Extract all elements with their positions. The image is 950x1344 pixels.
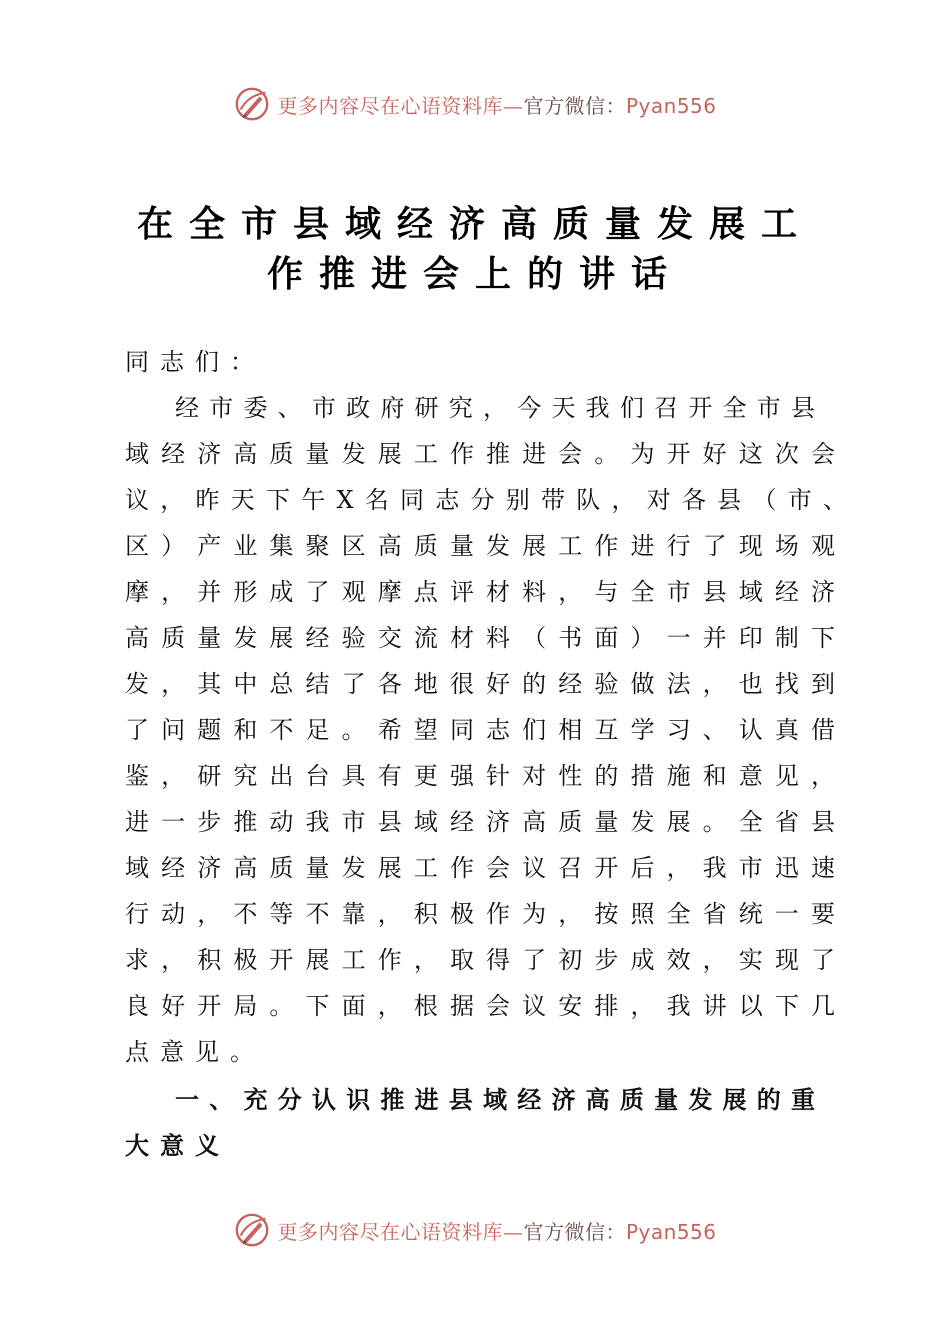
document-title-line-1: 在全市县域经济高质量发展工: [136, 203, 813, 245]
body-line: 域经济高质量发展工作推进会。为开好这次会: [125, 440, 835, 468]
body-line: 点意见。: [125, 1038, 265, 1066]
body-line: 发，其中总结了各地很好的经验做法，也找到: [125, 670, 835, 698]
watermark-main-text: 更多内容尽在心语资料库: [277, 1219, 503, 1244]
watermark-wechat-label: 官方微信：: [523, 93, 626, 118]
watermark-banner-bottom: [0, 1208, 950, 1252]
watermark-banner-top: [0, 82, 950, 126]
body-line: 域经济高质量发展工作会议召开后，我市迅速: [125, 854, 835, 882]
pen-logo-icon: [233, 1211, 271, 1249]
watermark-text: [277, 90, 716, 119]
body-line: 经市委、市政府研究，今天我们召开全市县: [175, 394, 815, 422]
watermark-separator: —: [502, 1219, 524, 1244]
body-line: 了问题和不足。希望同志们相互学习、认真借: [125, 716, 835, 744]
body-line: 议，昨天下午X名同志分别带队，对各县（市、: [125, 486, 847, 514]
body-line: 鉴，研究出台具有更强针对性的措施和意见，: [125, 762, 835, 790]
watermark-separator: —: [502, 93, 524, 118]
body-line: 区）产业集聚区高质量发展工作进行了现场观: [125, 532, 835, 560]
watermark-wechat-id: Pyan556: [625, 1219, 717, 1244]
body-line: 求，积极开展工作，取得了初步成效，实现了: [125, 946, 835, 974]
document-title-line-2: 作推进会上的讲话: [266, 253, 683, 295]
body-line: 高质量发展经验交流材料（书面）一并印制下: [125, 624, 835, 652]
watermark-main-text: 更多内容尽在心语资料库: [277, 93, 503, 118]
body-line: 摩，并形成了观摩点评材料，与全市县域经济: [125, 578, 835, 606]
body-line: 良好开局。下面，根据会议安排，我讲以下几: [125, 992, 835, 1020]
salutation: 同志们：: [125, 348, 265, 376]
section-heading-line-1: 一、充分认识推进县域经济高质量发展的重: [175, 1086, 815, 1114]
watermark-wechat-id: Pyan556: [625, 93, 717, 118]
watermark-text: [277, 1216, 716, 1245]
body-line: 进一步推动我市县域经济高质量发展。全省县: [125, 808, 835, 836]
pen-logo-icon: [233, 85, 271, 123]
watermark-wechat-label: 官方微信：: [523, 1219, 626, 1244]
body-line: 行动，不等不靠，积极作为，按照全省统一要: [125, 900, 835, 928]
section-heading-line-2: 大意义: [125, 1132, 230, 1160]
